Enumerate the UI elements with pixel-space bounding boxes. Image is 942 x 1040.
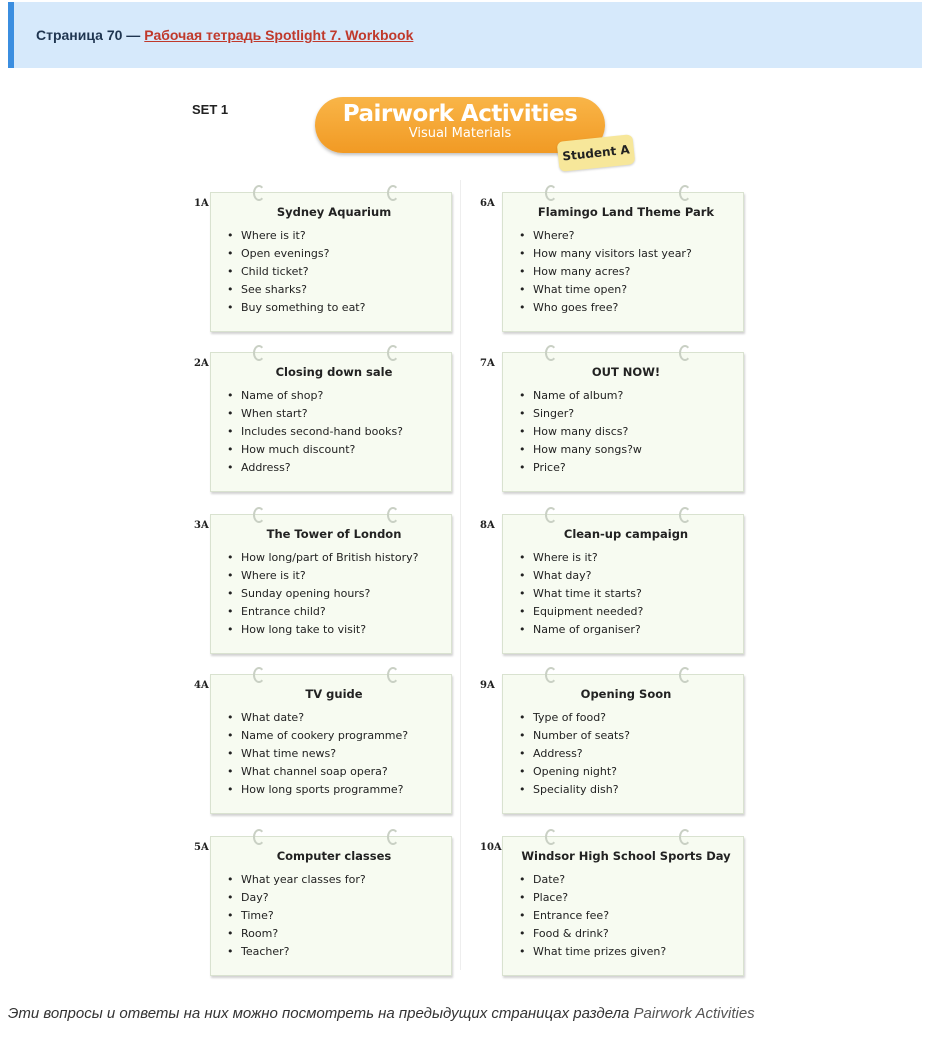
question-item: • Room? xyxy=(227,925,441,943)
binder-ring-icon xyxy=(679,507,691,523)
card-title: The Tower of London xyxy=(266,527,402,541)
binder-ring-icon xyxy=(253,667,265,683)
question-item: • Name of cookery programme? xyxy=(227,727,441,745)
question-item: • What channel soap opera? xyxy=(227,763,441,781)
question-list xyxy=(519,387,733,477)
activity-card xyxy=(210,192,452,332)
question-item: • How many songs?w xyxy=(519,441,733,459)
page-banner xyxy=(8,2,922,68)
question-item: • Where is it? xyxy=(227,567,441,585)
card-number: 2A xyxy=(194,358,209,369)
question-item: • When start? xyxy=(227,405,441,423)
question-item: • Teacher? xyxy=(227,943,441,961)
question-item: • Address? xyxy=(227,459,441,477)
card-title: Clean-up campaign xyxy=(563,527,689,541)
question-item: • How long sports programme? xyxy=(227,781,441,799)
binder-ring-icon xyxy=(545,667,557,683)
question-item: • Number of seats? xyxy=(519,727,733,745)
card-number: 6A xyxy=(480,198,495,209)
question-item: • Entrance fee? xyxy=(519,907,733,925)
question-item: • How long take to visit? xyxy=(227,621,441,639)
activity-card xyxy=(210,514,452,654)
question-list xyxy=(227,709,441,799)
binder-ring-icon xyxy=(545,507,557,523)
question-item: • Entrance child? xyxy=(227,603,441,621)
question-item: • Food & drink? xyxy=(519,925,733,943)
binder-ring-icon xyxy=(387,829,399,845)
card-title: Sydney Aquarium xyxy=(276,205,392,219)
question-item: • Child ticket? xyxy=(227,263,441,281)
question-item: • Name of album? xyxy=(519,387,733,405)
question-item: • How long/part of British history? xyxy=(227,549,441,567)
binder-ring-icon xyxy=(679,345,691,361)
question-item: • Where is it? xyxy=(519,549,733,567)
set-label: SET 1 xyxy=(192,102,229,117)
question-item: • Address? xyxy=(519,745,733,763)
binder-ring-icon xyxy=(387,185,399,201)
card-title: Closing down sale xyxy=(275,365,393,379)
question-item: • Who goes free? xyxy=(519,299,733,317)
question-item: • What day? xyxy=(519,567,733,585)
activity-card xyxy=(210,352,452,492)
binder-ring-icon xyxy=(387,345,399,361)
question-item: • Opening night? xyxy=(519,763,733,781)
card-number: 4A xyxy=(194,680,209,691)
question-item: • Speciality dish? xyxy=(519,781,733,799)
card-title: OUT NOW! xyxy=(591,365,661,379)
card-number: 7A xyxy=(480,358,495,369)
card-title: Windsor High School Sports Day xyxy=(521,849,731,863)
activity-card xyxy=(502,674,744,814)
card-number: 8A xyxy=(480,520,495,531)
banner-page-label: Страница 70 — xyxy=(36,27,141,43)
activity-card xyxy=(210,836,452,976)
header-subtitle: Visual Materials xyxy=(408,126,512,141)
question-item: • Day? xyxy=(227,889,441,907)
question-item: • What time it starts? xyxy=(519,585,733,603)
worksheet-image xyxy=(180,90,758,975)
binder-ring-icon xyxy=(679,829,691,845)
question-list xyxy=(227,387,441,477)
question-item: • Open evenings? xyxy=(227,245,441,263)
question-item: • Where? xyxy=(519,227,733,245)
activity-card xyxy=(502,836,744,976)
activity-card xyxy=(502,352,744,492)
card-title: Computer classes xyxy=(276,849,392,863)
binder-ring-icon xyxy=(545,185,557,201)
question-item: • Equipment needed? xyxy=(519,603,733,621)
question-item: • What date? xyxy=(227,709,441,727)
binder-ring-icon xyxy=(545,345,557,361)
binder-ring-icon xyxy=(253,829,265,845)
activity-card xyxy=(502,514,744,654)
binder-ring-icon xyxy=(679,667,691,683)
workbook-link[interactable]: Рабочая тетрадь Spotlight 7. Workbook xyxy=(144,27,414,43)
question-item: • What time news? xyxy=(227,745,441,763)
binder-ring-icon xyxy=(545,829,557,845)
question-item: • Type of food? xyxy=(519,709,733,727)
card-title: Opening Soon xyxy=(580,687,672,701)
question-list xyxy=(519,871,733,961)
question-item: • What time open? xyxy=(519,281,733,299)
question-item: • Price? xyxy=(519,459,733,477)
question-item: • What year classes for? xyxy=(227,871,441,889)
question-item: • How many discs? xyxy=(519,423,733,441)
question-item: • Name of shop? xyxy=(227,387,441,405)
card-title: Flamingo Land Theme Park xyxy=(537,205,715,219)
question-item: • How many acres? xyxy=(519,263,733,281)
student-tag: Student A xyxy=(557,134,636,172)
question-list xyxy=(519,227,733,317)
question-item: • Time? xyxy=(227,907,441,925)
card-title: TV guide xyxy=(305,687,363,701)
question-list xyxy=(519,709,733,799)
footer-section-name: Pairwork Activities xyxy=(633,1005,755,1022)
header-title: Pairwork Activities xyxy=(342,101,578,127)
binder-ring-icon xyxy=(253,185,265,201)
binder-ring-icon xyxy=(387,507,399,523)
binder-ring-icon xyxy=(387,667,399,683)
footer-note xyxy=(8,1005,755,1022)
activity-card xyxy=(502,192,744,332)
binder-ring-icon xyxy=(253,345,265,361)
question-item: • Name of organiser? xyxy=(519,621,733,639)
question-item: • Includes second-hand books? xyxy=(227,423,441,441)
footer-text: Эти вопросы и ответы на них можно посмотреть на предыдущих страницах раздела xyxy=(8,1005,630,1022)
activity-card xyxy=(210,674,452,814)
question-list xyxy=(227,549,441,639)
card-number: 3A xyxy=(194,520,209,531)
binder-ring-icon xyxy=(253,507,265,523)
question-item: • Buy something to eat? xyxy=(227,299,441,317)
card-number: 1A xyxy=(194,198,209,209)
card-number: 10A xyxy=(480,842,502,853)
question-list xyxy=(227,871,441,961)
question-item: • Date? xyxy=(519,871,733,889)
question-list xyxy=(227,227,441,317)
question-item: • How much discount? xyxy=(227,441,441,459)
question-item: • How many visitors last year? xyxy=(519,245,733,263)
binder-ring-icon xyxy=(679,185,691,201)
question-item: • What time prizes given? xyxy=(519,943,733,961)
question-item: • Where is it? xyxy=(227,227,441,245)
question-item: • See sharks? xyxy=(227,281,441,299)
card-number: 5A xyxy=(194,842,209,853)
question-item: • Singer? xyxy=(519,405,733,423)
question-item: • Place? xyxy=(519,889,733,907)
question-list xyxy=(519,549,733,639)
fold-divider xyxy=(460,180,461,970)
card-number: 9A xyxy=(480,680,495,691)
question-item: • Sunday opening hours? xyxy=(227,585,441,603)
